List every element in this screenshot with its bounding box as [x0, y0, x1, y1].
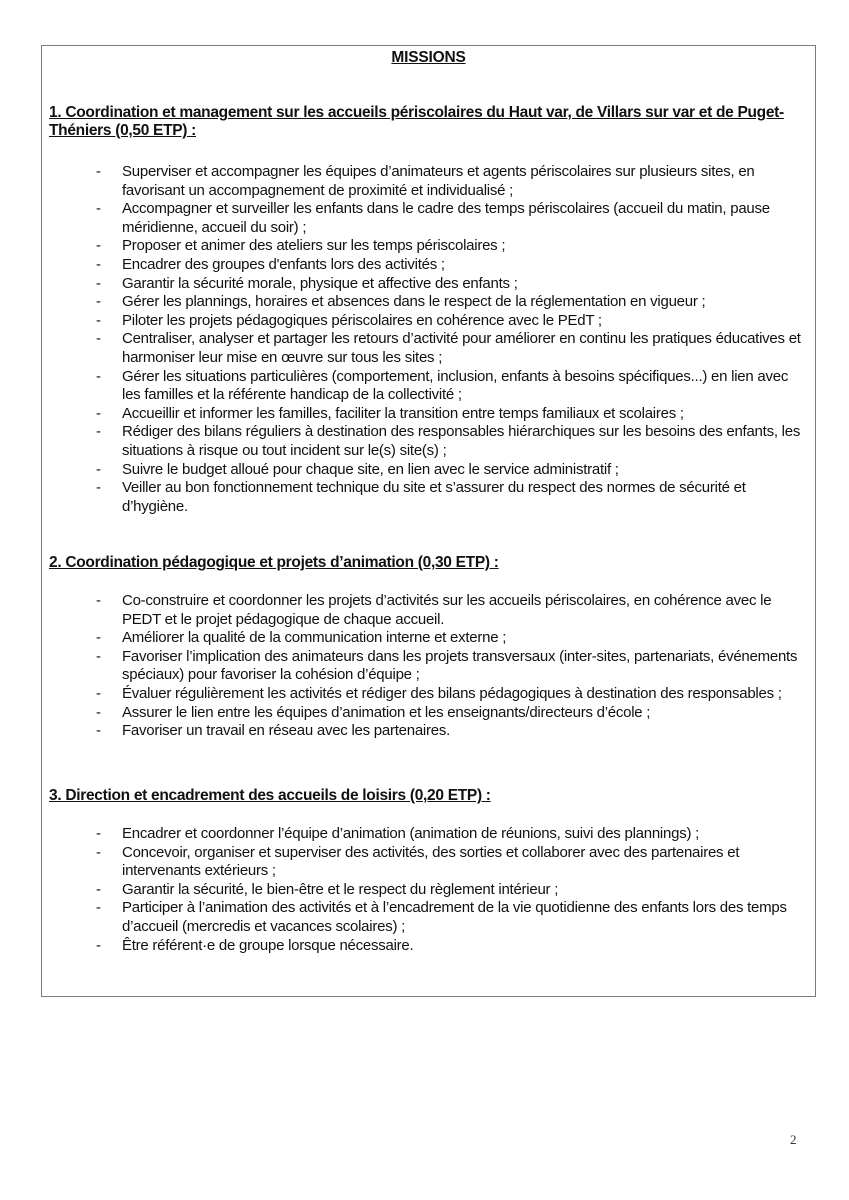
list-item-text: Concevoir, organiser et superviser des activités, des sorties et collaborer avec des partenaires et intervenants extérieurs ; [122, 843, 740, 880]
list-item [92, 881, 805, 900]
page-title: MISSIONS [391, 49, 466, 66]
bullet-dash-icon: - [96, 274, 101, 292]
list-item-text: Évaluer régulièrement les activités et rédiger des bilans pédagogiques à destination des responsables ; [122, 684, 782, 702]
list-item-text: Veiller au bon fonctionnement technique du site et s’assurer du respect des normes de sécurité et d’hygiène. [122, 479, 746, 515]
list-item [92, 330, 805, 367]
bullet-dash-icon: - [96, 200, 101, 218]
list-item-text: Garantir la sécurité morale, physique et affective des enfants ; [122, 274, 518, 292]
bullet-dash-icon: - [96, 367, 101, 385]
section-heading-2: 2. Coordination pédagogique et projets d’animation (0,30 ETP) : [49, 554, 499, 571]
list-item [92, 256, 805, 275]
list-item [92, 648, 805, 685]
section-heading-1: 1. Coordination et management sur les accueils périscolaires du Haut var, de Villars sur var et de Puget-Théniers (0,50 ETP) : [49, 104, 784, 139]
bullet-dash-icon: - [96, 404, 101, 422]
list-item-text: Participer à l’animation des activités et à l’encadrement de la vie quotidienne des enfants lors des temps d’accueil (mercredis et vacances scolaires) ; [122, 899, 787, 935]
bullet-dash-icon: - [96, 684, 101, 702]
bullet-dash-icon: - [96, 163, 101, 180]
list-item-text: Favoriser un travail en réseau avec les partenaires. [122, 722, 451, 740]
bullet-dash-icon: - [96, 592, 101, 609]
bullet-dash-icon: - [96, 237, 101, 255]
bullet-dash-icon: - [96, 647, 101, 665]
bullet-dash-icon: - [96, 899, 101, 917]
bullet-dash-icon: - [96, 825, 101, 842]
list-item [92, 592, 805, 629]
bullet-dash-icon: - [96, 936, 101, 954]
list-item [92, 899, 805, 936]
list-item [92, 163, 805, 200]
list-item [92, 237, 805, 256]
bullet-dash-icon: - [96, 460, 101, 478]
list-item-text: Accueillir et informer les familles, faciliter la transition entre temps familiaux et scolaires ; [122, 404, 684, 422]
page-number: 2 [790, 1132, 797, 1147]
list-item [92, 479, 805, 516]
list-item-text: Co-construire et coordonner les projets d’activités sur les accueils périscolaires, en cohérence avec le PEDT et le projet pédagogique de chaque accueil. [122, 592, 772, 628]
bullet-dash-icon: - [96, 311, 101, 329]
list-item [92, 200, 805, 237]
list-item-text: Suivre le budget alloué pour chaque site, en lien avec le service administratif ; [122, 460, 619, 478]
bullet-dash-icon: - [96, 703, 101, 721]
bullet-dash-icon: - [96, 479, 101, 497]
list-item-text: Favoriser l’implication des animateurs dans les projets transversaux (inter-sites, partenariats, événements spéciaux) pour favoriser la cohésion d’équipe ; [122, 647, 798, 684]
section-2-list [92, 592, 805, 741]
list-item-text: Être référent·e de groupe lorsque nécessaire. [122, 936, 414, 954]
bullet-dash-icon: - [96, 843, 101, 861]
list-item [92, 937, 805, 956]
list-item [92, 312, 805, 331]
section-heading-3: 3. Direction et encadrement des accueils de loisirs (0,20 ETP) : [49, 787, 491, 804]
list-item [92, 423, 805, 460]
bullet-dash-icon: - [96, 330, 101, 348]
list-item [92, 368, 805, 405]
list-item [92, 685, 805, 704]
list-item-text: Gérer les plannings, horaires et absences dans le respect de la réglementation en vigueur ; [122, 293, 706, 311]
list-item [92, 844, 805, 881]
list-item-text: Superviser et accompagner les équipes d’animateurs et agents périscolaires sur plusieurs sites, en favorisant un accompagnement de proximité et individualisé ; [122, 163, 755, 199]
list-item-text: Rédiger des bilans réguliers à destination des responsables hiérarchiques sur les besoins des enfants, les situations à risque ou tout incident sur le(s) site(s) ; [122, 423, 801, 459]
bullet-dash-icon: - [96, 880, 101, 898]
bullet-dash-icon: - [96, 293, 101, 311]
list-item [92, 629, 805, 648]
list-item-text: Encadrer des groupes d'enfants lors des activités ; [122, 255, 445, 273]
bullet-dash-icon: - [96, 255, 101, 273]
list-item [92, 461, 805, 480]
list-item [92, 825, 805, 844]
missions-box [41, 45, 816, 997]
list-item [92, 405, 805, 424]
list-item-text: Piloter les projets pédagogiques périscolaires en cohérence avec le PEdT ; [122, 311, 602, 329]
list-item-text: Garantir la sécurité, le bien-être et le respect du règlement intérieur ; [122, 880, 559, 898]
bullet-dash-icon: - [96, 722, 101, 740]
section-1-list [92, 163, 805, 516]
list-item-text: Encadrer et coordonner l’équipe d’animation (animation de réunions, suivi des plannings) ; [122, 825, 700, 842]
bullet-dash-icon: - [96, 629, 101, 647]
list-item-text: Gérer les situations particulières (comportement, inclusion, enfants à besoins spécifiques...) en lien avec les familles et la référente handicap de la collectivité ; [122, 367, 789, 404]
list-item-text: Assurer le lien entre les équipes d’animation et les enseignants/directeurs d’école ; [122, 703, 651, 721]
list-item-text: Accompagner et surveiller les enfants dans le cadre des temps périscolaires (accueil du matin, pause méridienne, accueil du soir) ; [122, 200, 770, 236]
list-item-text: Centraliser, analyser et partager les retours d’activité pour améliorer en continu les pratiques éducatives et harmoniser leur mise en œuvre sur tous les sites ; [122, 330, 801, 366]
list-item [92, 704, 805, 723]
list-item-text: Améliorer la qualité de la communication interne et externe ; [122, 629, 507, 647]
list-item [92, 275, 805, 294]
list-item [92, 722, 805, 741]
section-3-list [92, 825, 805, 955]
list-item-text: Proposer et animer des ateliers sur les temps périscolaires ; [122, 237, 506, 255]
bullet-dash-icon: - [96, 423, 101, 441]
list-item [92, 293, 805, 312]
